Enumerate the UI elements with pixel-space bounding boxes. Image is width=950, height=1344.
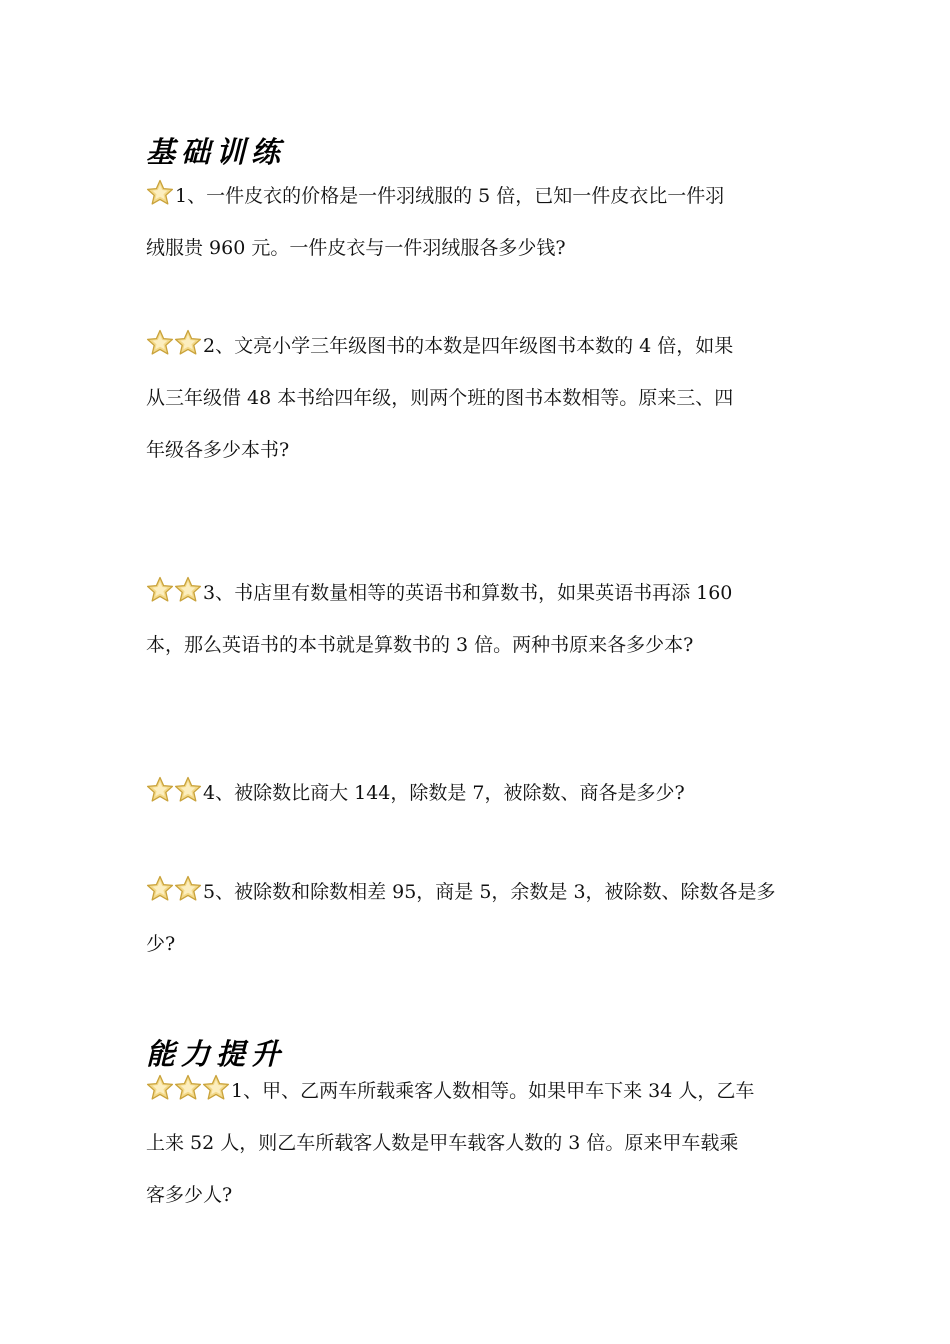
star-icon [146,179,174,205]
problem-line: 从三年级借 48 本书给四年级，则两个班的图书本数相等。原来三、四 [146,387,734,409]
problem-text: 1、甲、乙两车所载乘客人数相等。如果甲车下来 34 人，乙车 [231,1080,755,1102]
difficulty-stars [146,869,202,921]
problem-text: 2、文亮小学三年级图书的本数是四年级图书本数的 4 倍，如果 [203,335,734,357]
problem-line: 少? [146,933,176,955]
problem-line [146,1065,811,1117]
star-icon [146,875,174,901]
difficulty-stars [146,1068,230,1120]
star-icon [146,1074,174,1100]
difficulty-stars [146,570,202,622]
problem-text: 5、被除数和除数相差 95，商是 5，余数是 3，被除数、除数各是多 [203,881,776,903]
difficulty-stars [146,770,202,822]
difficulty-stars [146,323,202,375]
problem-line: 本，那么英语书的本书就是算数书的 3 倍。两种书原来各多少本? [146,634,694,656]
problem-line [146,767,811,819]
problem-text: 1、一件皮衣的价格是一件羽绒服的 5 倍，已知一件皮衣比一件羽 [175,185,725,207]
problem-line: 上来 52 人，则乙车所载客人数是甲车载客人数的 3 倍。原来甲车载乘 [146,1132,739,1154]
problem-5 [146,866,811,970]
problem-4 [146,767,811,819]
star-icon [146,329,174,355]
section-title-advanced: 能力提升 [146,1037,287,1071]
star-icon [146,776,174,802]
problem-line: 客多少人? [146,1184,233,1206]
problem-line: 绒服贵 960 元。一件皮衣与一件羽绒服各多少钱? [146,237,566,259]
problem-text: 4、被除数比商大 144，除数是 7，被除数、商各是多少? [203,782,685,804]
problem-3 [146,567,811,671]
star-icon [174,875,202,901]
problem-line [146,567,811,619]
star-icon [174,576,202,602]
star-icon [174,1074,202,1100]
problem-text: 3、书店里有数量相等的英语书和算数书，如果英语书再添 160 [203,582,733,604]
star-icon [174,776,202,802]
problem-line [146,866,811,918]
section-title-basic: 基础训练 [146,135,287,169]
problem-line [146,320,811,372]
difficulty-stars [146,173,174,225]
star-icon [146,576,174,602]
star-icon [174,329,202,355]
star-icon [202,1074,230,1100]
problem-2 [146,320,811,476]
problem-1 [146,170,811,274]
advanced-problem-1 [146,1065,811,1221]
problem-line: 年级各多少本书? [146,439,290,461]
problem-line [146,170,811,222]
